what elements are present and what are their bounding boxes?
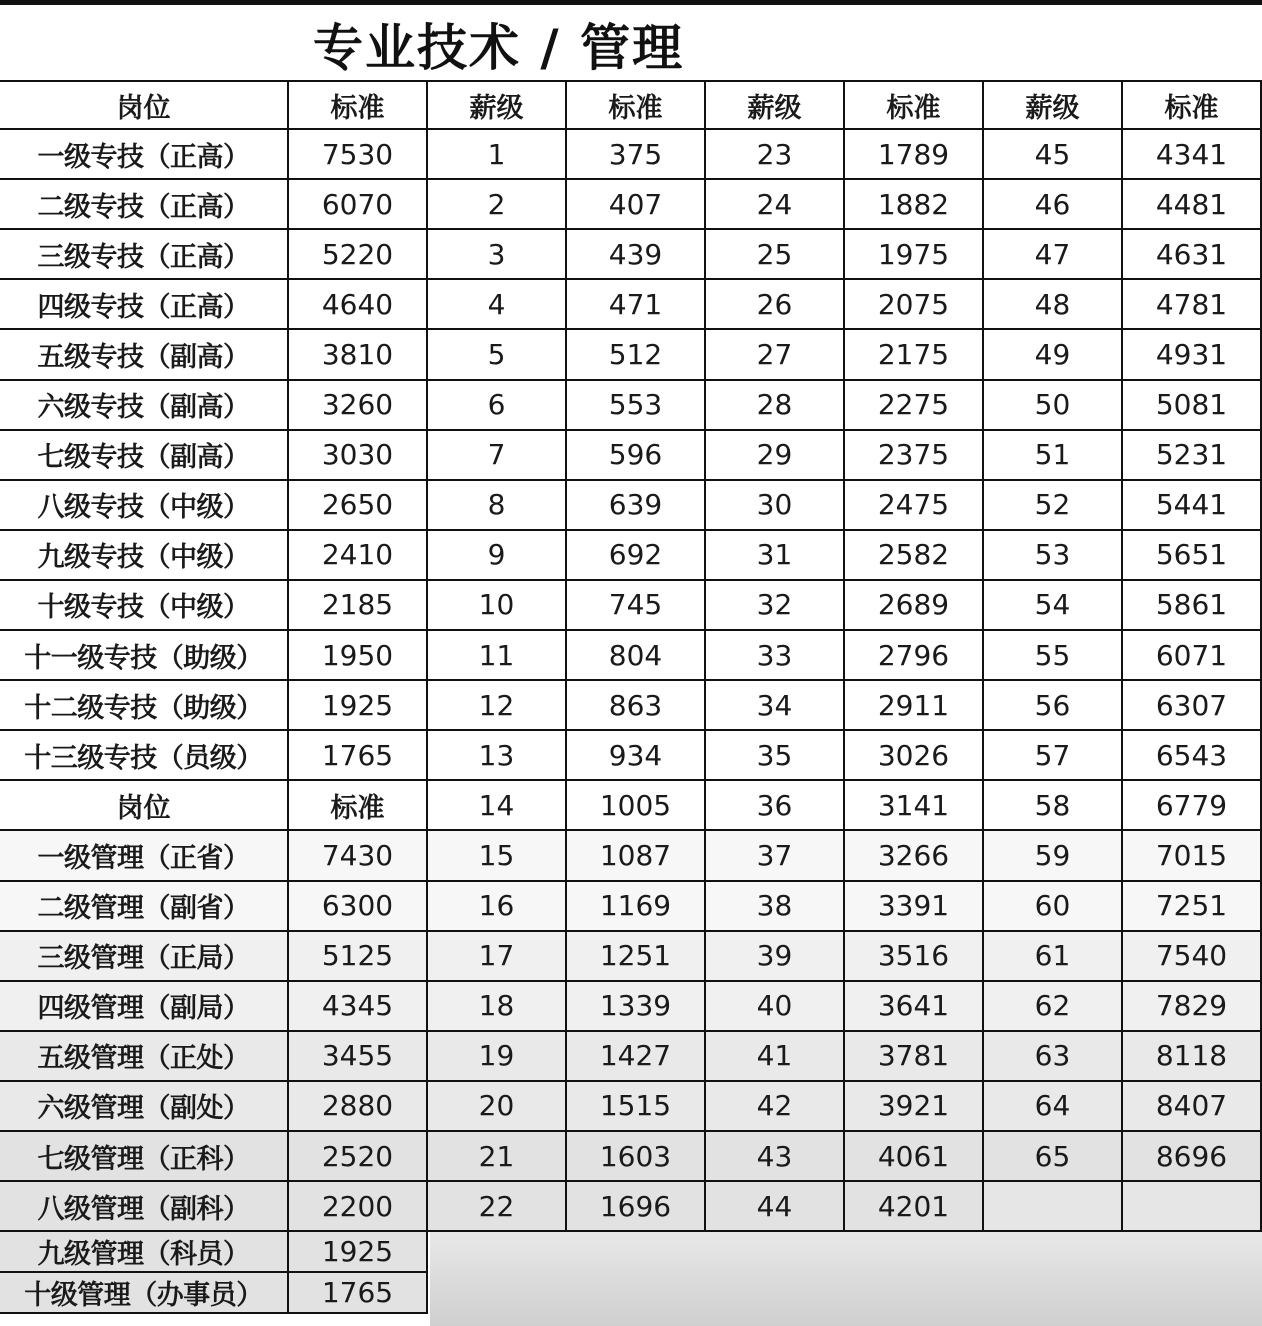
value-cell: 26 [706, 280, 845, 330]
value-cell: 3810 [289, 330, 428, 380]
value-cell: 39 [706, 932, 845, 982]
value-cell: 471 [567, 280, 706, 330]
value-cell: 18 [428, 982, 567, 1032]
value-cell: 34 [706, 681, 845, 731]
value-cell: 2275 [845, 381, 984, 431]
position-cell: 九级专技（中级） [0, 531, 289, 581]
value-cell: 2410 [289, 531, 428, 581]
position-cell: 六级专技（副高） [0, 381, 289, 431]
position-cell: 八级管理（副科） [0, 1182, 289, 1232]
position-cell: 十三级专技（员级） [0, 731, 289, 781]
value-cell: 49 [984, 330, 1123, 380]
value-cell: 2 [428, 180, 567, 230]
value-cell: 3141 [845, 781, 984, 831]
value-cell: 4201 [845, 1182, 984, 1232]
value-cell: 3781 [845, 1032, 984, 1082]
value-cell: 7829 [1123, 982, 1262, 1032]
value-cell: 64 [984, 1082, 1123, 1132]
position-cell: 七级管理（正科） [0, 1132, 289, 1182]
value-cell: 8118 [1123, 1032, 1262, 1082]
value-cell: 2075 [845, 280, 984, 330]
value-cell: 30 [706, 481, 845, 531]
value-cell: 22 [428, 1182, 567, 1232]
value-cell: 6543 [1123, 731, 1262, 781]
value-cell: 2520 [289, 1132, 428, 1182]
value-cell: 553 [567, 381, 706, 431]
position-cell: 十一级专技（助级） [0, 631, 289, 681]
value-cell: 3266 [845, 831, 984, 881]
value-cell: 42 [706, 1082, 845, 1132]
value-cell: 36 [706, 781, 845, 831]
position-cell: 一级管理（正省） [0, 831, 289, 881]
value-cell: 4061 [845, 1132, 984, 1182]
value-cell: 32 [706, 581, 845, 631]
value-cell: 31 [706, 531, 845, 581]
value-cell: 1251 [567, 932, 706, 982]
value-cell: 4345 [289, 982, 428, 1032]
value-cell: 40 [706, 982, 845, 1032]
position-cell: 九级管理（科员） [0, 1232, 289, 1273]
value-cell: 1925 [289, 681, 428, 731]
value-cell: 7530 [289, 130, 428, 180]
blank-area [430, 1232, 1262, 1326]
value-cell: 4781 [1123, 280, 1262, 330]
value-cell: 59 [984, 831, 1123, 881]
value-cell: 512 [567, 330, 706, 380]
value-cell: 6779 [1123, 781, 1262, 831]
value-cell: 33 [706, 631, 845, 681]
value-cell: 44 [706, 1182, 845, 1232]
position-cell: 十二级专技（助级） [0, 681, 289, 731]
value-cell: 1 [428, 130, 567, 180]
value-cell: 3391 [845, 882, 984, 932]
value-cell: 2475 [845, 481, 984, 531]
header-cell: 岗位 [0, 80, 289, 130]
value-cell: 65 [984, 1132, 1123, 1182]
value-cell: 3 [428, 230, 567, 280]
value-cell: 5081 [1123, 381, 1262, 431]
value-cell: 11 [428, 631, 567, 681]
value-cell: 692 [567, 531, 706, 581]
value-cell: 1765 [289, 731, 428, 781]
value-cell: 62 [984, 982, 1123, 1032]
value-cell: 17 [428, 932, 567, 982]
value-cell: 1005 [567, 781, 706, 831]
position-cell: 二级专技（正高） [0, 180, 289, 230]
value-cell: 439 [567, 230, 706, 280]
value-cell: 6 [428, 381, 567, 431]
value-cell: 2375 [845, 431, 984, 481]
value-cell: 2185 [289, 581, 428, 631]
value-cell: 3921 [845, 1082, 984, 1132]
value-cell: 4 [428, 280, 567, 330]
value-cell: 4931 [1123, 330, 1262, 380]
value-cell: 20 [428, 1082, 567, 1132]
value-cell: 57 [984, 731, 1123, 781]
value-cell: 4481 [1123, 180, 1262, 230]
value-cell: 16 [428, 882, 567, 932]
position-cell: 三级专技（正高） [0, 230, 289, 280]
value-cell: 5220 [289, 230, 428, 280]
value-cell: 2911 [845, 681, 984, 731]
value-cell: 1169 [567, 882, 706, 932]
value-cell: 14 [428, 781, 567, 831]
value-cell: 7 [428, 431, 567, 481]
value-cell: 58 [984, 781, 1123, 831]
value-cell: 375 [567, 130, 706, 180]
value-cell: 1975 [845, 230, 984, 280]
value-cell: 2582 [845, 531, 984, 581]
value-cell: 7251 [1123, 882, 1262, 932]
position-cell: 十级专技（中级） [0, 581, 289, 631]
value-cell: 2200 [289, 1182, 428, 1232]
value-cell: 23 [706, 130, 845, 180]
value-cell: 3516 [845, 932, 984, 982]
value-cell: 745 [567, 581, 706, 631]
value-cell: 3455 [289, 1032, 428, 1082]
value-cell: 5861 [1123, 581, 1262, 631]
value-cell: 1789 [845, 130, 984, 180]
position-cell: 七级专技（副高） [0, 431, 289, 481]
value-cell: 596 [567, 431, 706, 481]
value-cell: 863 [567, 681, 706, 731]
value-cell: 6300 [289, 882, 428, 932]
position-cell: 六级管理（副处） [0, 1082, 289, 1132]
value-cell: 6307 [1123, 681, 1262, 731]
position-cell: 岗位 [0, 781, 289, 831]
value-cell: 1087 [567, 831, 706, 881]
header-cell: 薪级 [984, 80, 1123, 130]
value-cell: 1765 [289, 1273, 428, 1314]
value-cell: 1515 [567, 1082, 706, 1132]
value-cell: 19 [428, 1032, 567, 1082]
position-cell: 四级管理（副局） [0, 982, 289, 1032]
position-cell: 五级专技（副高） [0, 330, 289, 380]
value-cell: 63 [984, 1032, 1123, 1082]
position-cell: 二级管理（副省） [0, 882, 289, 932]
value-cell: 2650 [289, 481, 428, 531]
position-cell: 八级专技（中级） [0, 481, 289, 531]
value-cell: 1925 [289, 1232, 428, 1273]
value-cell: 5 [428, 330, 567, 380]
value-cell: 50 [984, 381, 1123, 431]
value-cell: 1950 [289, 631, 428, 681]
value-cell: 1427 [567, 1032, 706, 1082]
value-cell: 标准 [289, 781, 428, 831]
header-cell: 标准 [289, 80, 428, 130]
value-cell: 4341 [1123, 130, 1262, 180]
value-cell: 61 [984, 932, 1123, 982]
value-cell: 41 [706, 1032, 845, 1082]
position-cell: 十级管理（办事员） [0, 1273, 289, 1314]
value-cell: 48 [984, 280, 1123, 330]
value-cell: 15 [428, 831, 567, 881]
value-cell: 54 [984, 581, 1123, 631]
value-cell: 56 [984, 681, 1123, 731]
page-title: 专业技术 / 管理 [313, 19, 685, 77]
value-cell: 4631 [1123, 230, 1262, 280]
value-cell: 24 [706, 180, 845, 230]
position-cell: 四级专技（正高） [0, 280, 289, 330]
value-cell: 47 [984, 230, 1123, 280]
value-cell: 53 [984, 531, 1123, 581]
value-cell: 3026 [845, 731, 984, 781]
value-cell: 21 [428, 1132, 567, 1182]
position-cell: 一级专技（正高） [0, 130, 289, 180]
value-cell: 1882 [845, 180, 984, 230]
value-cell: 27 [706, 330, 845, 380]
value-cell: 43 [706, 1132, 845, 1182]
value-cell: 2689 [845, 581, 984, 631]
salary-table [0, 80, 1262, 1314]
value-cell: 45 [984, 130, 1123, 180]
value-cell: 5651 [1123, 531, 1262, 581]
value-cell: 35 [706, 731, 845, 781]
value-cell: 12 [428, 681, 567, 731]
value-cell: 60 [984, 882, 1123, 932]
value-cell: 37 [706, 831, 845, 881]
value-cell: 3260 [289, 381, 428, 431]
value-cell: 7430 [289, 831, 428, 881]
value-cell: 804 [567, 631, 706, 681]
value-cell: 25 [706, 230, 845, 280]
header-cell: 标准 [1123, 80, 1262, 130]
value-cell: 8696 [1123, 1132, 1262, 1182]
value-cell: 5125 [289, 932, 428, 982]
header-cell: 薪级 [706, 80, 845, 130]
value-cell: 7015 [1123, 831, 1262, 881]
value-cell: 29 [706, 431, 845, 481]
value-cell: 38 [706, 882, 845, 932]
value-cell: 55 [984, 631, 1123, 681]
top-border-line [0, 0, 1262, 5]
value-cell: 9 [428, 531, 567, 581]
value-cell: 8407 [1123, 1082, 1262, 1132]
value-cell: 2796 [845, 631, 984, 681]
value-cell: 639 [567, 481, 706, 531]
header-cell: 标准 [567, 80, 706, 130]
header-cell: 薪级 [428, 80, 567, 130]
value-cell: 1696 [567, 1182, 706, 1232]
value-cell: 4640 [289, 280, 428, 330]
value-cell: 28 [706, 381, 845, 431]
value-cell: 1339 [567, 982, 706, 1032]
position-cell: 五级管理（正处） [0, 1032, 289, 1082]
value-cell: 7540 [1123, 932, 1262, 982]
value-cell: 934 [567, 731, 706, 781]
value-cell: 8 [428, 481, 567, 531]
value-cell: 2880 [289, 1082, 428, 1132]
value-cell: 46 [984, 180, 1123, 230]
value-cell: 3030 [289, 431, 428, 481]
header-cell: 标准 [845, 80, 984, 130]
value-cell [1123, 1182, 1262, 1232]
value-cell: 407 [567, 180, 706, 230]
value-cell: 10 [428, 581, 567, 631]
position-cell: 三级管理（正局） [0, 932, 289, 982]
value-cell: 3641 [845, 982, 984, 1032]
value-cell [984, 1182, 1123, 1232]
value-cell: 5231 [1123, 431, 1262, 481]
value-cell: 2175 [845, 330, 984, 380]
value-cell: 6070 [289, 180, 428, 230]
value-cell: 13 [428, 731, 567, 781]
value-cell: 52 [984, 481, 1123, 531]
value-cell: 51 [984, 431, 1123, 481]
value-cell: 1603 [567, 1132, 706, 1182]
value-cell: 6071 [1123, 631, 1262, 681]
value-cell: 5441 [1123, 481, 1262, 531]
